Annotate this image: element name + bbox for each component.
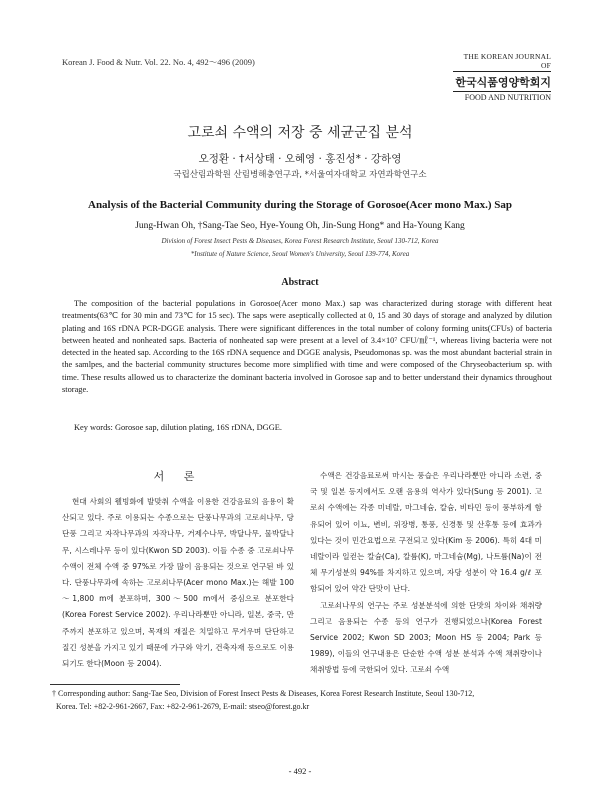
intro-right-column [310,468,542,679]
affiliation-english-1: Division of Forest Insect Pests & Diseases, Korea Forest Research Institute, Seoul 130-712, Korea [161,237,439,245]
keywords: Key words: Gorosoe sap, dilution plating, 16S rDNA, DGGE. [74,423,282,432]
intro-right-paragraph-1: 수액은 건강음료로써 마시는 풍습은 우리나라뿐만 아니라 소련, 중국 및 일본 등지에서도 오랜 음용의 역사가 있다(Sung 등 2001). 고로쇠 수액에는 각종 미네랄, 마그네슘, 칼슘, 비타민 등이 풍부하게 함유되어 있어 이뇨, 변비, 위장병, 통풍, 신경통 및 산후통 등에 효과가 있다는 것이 민간요법으로 구전되고 있다(Kim 등 2006). 특히 4대 미네랄이라 일컫는 칼슘(Ca), 칼륨(K), 마그네슘(Mg), 나트륨(Na)이 전체 무기성분의 94%를 차지하고 있으며, 자당 성분이 약 16.4 g/ℓ 포함되어 있어 약간 단맛이 난다. [310,471,542,594]
intro-right-paragraph-2: 고로쇠나무의 연구는 주로 성분분석에 의한 단맛의 차이와 채취량 그리고 음용되는 수종 등의 연구가 진행되었으나(Korea Forest Service 2002; Kwon SD 2003; Moon HS 등 2004; Park 등 1989), 이들의 연구내용은 단순한 수액 성분 분석과 수액 채취량이나 채취방법 등에 국한되어 있다. 고로쇠 수액 [310,600,542,675]
title-english: Analysis of the Bacterial Community during the Storage of Gorosoe(Acer mono Max.) Sap [88,199,512,211]
footnote-line-2: Korea. Tel: +82-2-961-2667, Fax: +82-2-961-2679, E-mail: stseo@forest.go.kr [56,701,310,711]
footnote-line-1: † Corresponding author: Sang-Tae Seo, Division of Forest Insect Pests & Diseases, Korea Forest Research Institute, Seoul 130-712, [52,689,475,698]
page-number: - 492 - [288,766,312,776]
title-korean: 고로쇠 수액의 저장 중 세균군집 분석 [187,125,413,141]
corresponding-author-footnote [52,688,552,713]
journal-name-en-bottom: FOOD AND NUTRITION [453,91,551,102]
authors-korean: 오정환 · †서상태 · 오혜영 · 홍진성* · 강하영 [198,153,402,165]
journal-name-en-top: THE KOREAN JOURNAL OF [453,52,551,72]
citation: Korean J. Food & Nutr. Vol. 22. No. 4, 492～496 (2009) [62,57,255,67]
affiliation-english-2: *Institute of Nature Science, Seoul Women's University, Seoul 139-774, Korea [190,250,410,258]
affiliation-korean: 국립산림과학원 산림병해충연구과, *서울여자대학교 자연과학연구소 [173,170,427,180]
journal-name-ko: 한국식품영양학회지 [455,76,551,89]
footnote-divider [50,684,180,685]
abstract-heading: Abstract [281,277,319,288]
intro-left-column: 현대 사회의 웰빙화에 발맞춰 수액을 이용한 건강음료의 음용이 확산되고 있다. 주로 이용되는 수종으로는 단풍나무과의 고로쇠나무, 당단풍 그리고 자작나무과의 자작나무, 거제수나무, 박달나무, 물박달나무, 시스레나무 등이 있다(Kwon SD 2003). 이들 수종 중 고로쇠나무 수액이 전체 수액 중 97%로 가장 많이 음용되는 것으로 연구된 바 있다. 단풍나무과에 속하는 고로쇠나무(Acer mono Max.)는 해발 100～1,800 m에 분포하며, 300～500 m에서 중심으로 분포한다(Korea Forest Service 2002). 우리나라뿐만 아니라, 일본, 중국, 만주까지 분포하고 있으며, 목재의 재질은 치밀하고 무거우며 단단하고 질긴 성분을 가지고 있기 때문에 가구와 악기, 건축자재 등으로도 이용되기도 한다(Moon 등 2004). [62,497,294,669]
abstract-body: The composition of the bacterial populations in Gorosoe(Acer mono Max.) sap was characterized during storage with different heat treatments(63℃ for 30 min and 73℃ for 15 sec). The saps were aseptically collected at 0, 15 and 30 days of storage and analyzed by dilution plating and 16S rDNA PCR-DGGE analysis. There were significant differences in the total number of colony forming units(CFUs) of bacteria between heated and nonheated saps. Bacteria of nonheated sap were present at a level of 3.4×10⁷ CFU/㎖⁻¹, whereas living bacteria were not detected in the heated sap. According to the 16S rDNA sequence and DGGE analysis, Pseudomonas sp. was the most abundant bacterial strain in the samlpes, and the bacterial community structures become more simplified with time and were composed of the Chryseobacterium sp. with time. These results allowed us to characterize the dominant bacteria involved in Gorosoe sap and to better understand their dynamics throughout storage. [62,299,552,395]
authors-english: Jung-Hwan Oh, †Sang-Tae Seo, Hye-Young Oh, Jin-Sung Hong* and Ha-Young Kang [135,221,465,231]
journal-logo [453,52,551,102]
section-heading-introduction: 서 론 [153,470,203,483]
